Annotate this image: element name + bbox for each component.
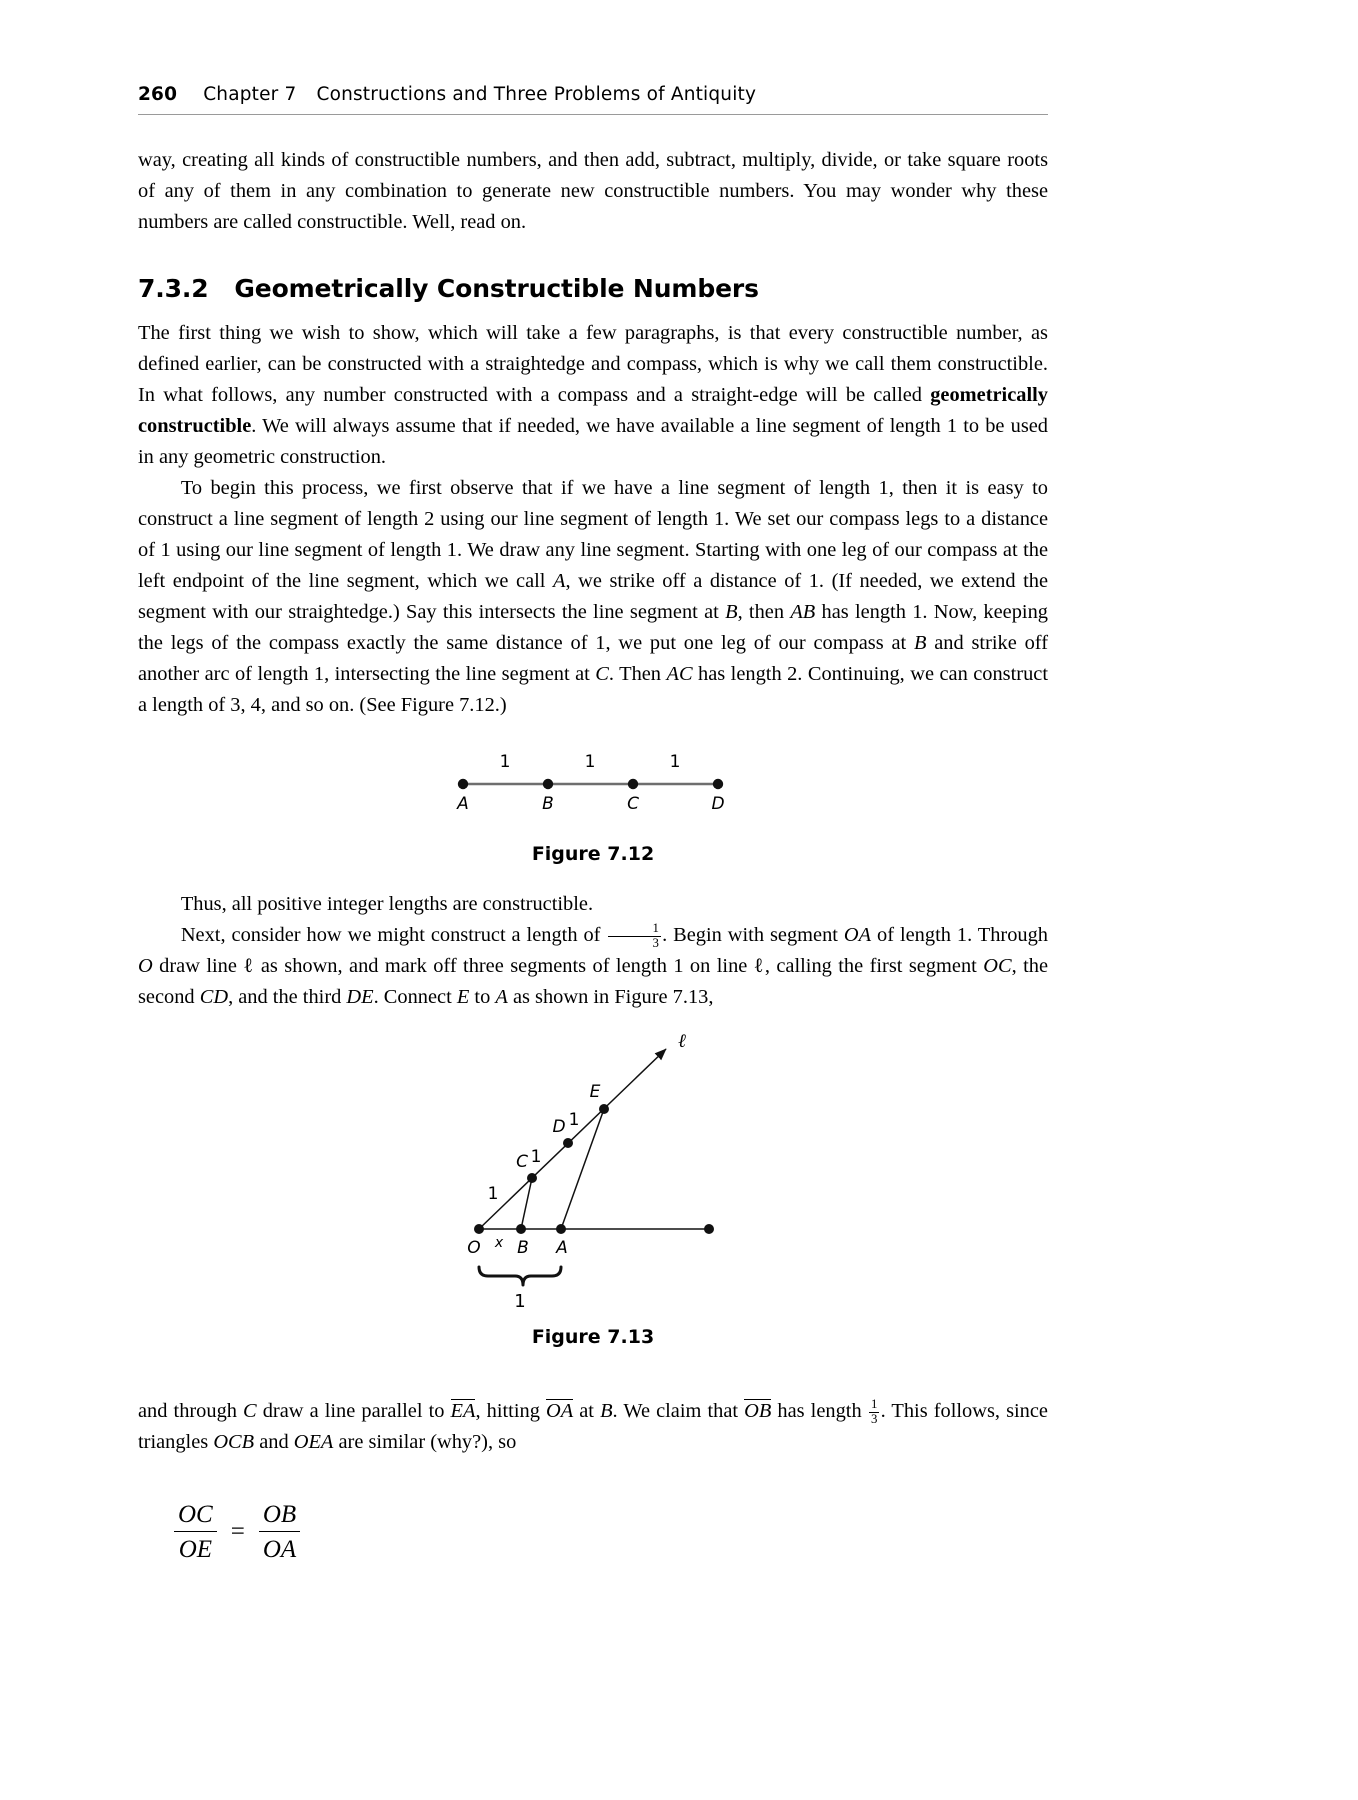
fraction-one-third-2 bbox=[869, 1398, 879, 1426]
p3-text-4: has length 1. Now, keeping the legs of the compass exactly the same distance of 1, we put one leg of our compass at bbox=[138, 601, 1048, 655]
base-ray-endpoint-dot bbox=[704, 1224, 714, 1234]
base-label-x: x bbox=[494, 1235, 504, 1252]
p5-point-o: O bbox=[138, 955, 153, 978]
page-number: 260 bbox=[138, 84, 178, 105]
p5-text-5: , the second bbox=[138, 955, 1049, 1009]
p6-point-c: C bbox=[243, 1400, 257, 1423]
point-b-dot bbox=[543, 779, 553, 789]
figure-7-12-caption: Figure 7.12 bbox=[531, 843, 655, 866]
fraction-denominator: 3 bbox=[608, 936, 661, 951]
point-label-a: A bbox=[457, 794, 469, 815]
p6-point-b: B bbox=[600, 1400, 613, 1423]
equation-rhs bbox=[259, 1500, 300, 1564]
figure-7-13-caption: Figure 7.13 bbox=[531, 1326, 655, 1349]
point-a-dot bbox=[458, 779, 468, 789]
brace-label-1: 1 bbox=[514, 1291, 526, 1313]
display-equation bbox=[174, 1500, 1048, 1564]
p5-segment-cd: CD bbox=[199, 986, 229, 1009]
fraction-numerator: 1 bbox=[652, 921, 659, 936]
p5-text-3: of length 1. Through bbox=[871, 924, 1048, 947]
p5-text-9: as shown in Figure 7.13, bbox=[507, 986, 714, 1009]
p6-text-9: are similar (why?), so bbox=[333, 1431, 517, 1454]
paragraph-construction bbox=[138, 473, 1048, 721]
equation-rhs-numerator: OB bbox=[262, 1501, 297, 1529]
point-c-dot bbox=[527, 1173, 537, 1183]
point-a-dot bbox=[556, 1224, 566, 1234]
fraction-one-third bbox=[608, 922, 661, 950]
p2-text-1: The first thing we wish to show, which will take a few paragraphs, is that every constructible number, as defined earlier, can be constructed with a straightedge and compass, which is why we call them constructible. In what follows, any number constructed with a compass and a straight-edge will be called bbox=[138, 322, 1048, 407]
paragraph-one-third bbox=[138, 920, 1048, 1013]
figure-7-13 bbox=[138, 1029, 1048, 1348]
ray-segment-label-1: 1 bbox=[487, 1184, 499, 1205]
point-label-b: B bbox=[517, 1238, 529, 1259]
p5-text-4: draw line ℓ as shown, and mark off three segments of length 1 on line ℓ, calling the first segment bbox=[152, 955, 984, 978]
chapter-label: Chapter 7 bbox=[203, 84, 297, 105]
point-label-a: A bbox=[556, 1238, 568, 1259]
section-heading bbox=[138, 274, 1048, 303]
p2-text-2: . We will always assume that if needed, we have available a line segment of length 1 to be used in any geometric construction. bbox=[138, 415, 1048, 469]
p6-text-1: and through bbox=[138, 1400, 244, 1423]
point-label-c: C bbox=[516, 1152, 528, 1173]
running-head bbox=[138, 84, 1048, 114]
p6-triangle-oea: OEA bbox=[293, 1431, 334, 1454]
paragraph-intro: way, creating all kinds of constructible numbers, and then add, subtract, multiply, divide, or take square roots of any of them in any combination to generate new constructible numbers. You may wonder why these numbers are called constructible. Well, read on. bbox=[138, 149, 1048, 234]
p6-segment-ob: OB bbox=[744, 1400, 772, 1423]
p5-text-1: Next, consider how we might construct a length of bbox=[180, 924, 607, 947]
p3-text-2: , we strike off a distance of 1. (If needed, we extend the segment with our straightedge.) Say this intersects the line segment at bbox=[138, 570, 1049, 624]
segment-label-3: 1 bbox=[669, 752, 681, 773]
point-label-c: C bbox=[627, 794, 639, 815]
p5-point-e: E bbox=[456, 986, 470, 1009]
point-label-o: O bbox=[467, 1238, 481, 1259]
paragraph-defining bbox=[138, 318, 1048, 473]
p6-text-7: . This follows, since triangles bbox=[138, 1400, 1048, 1454]
figure-7-12-graphic bbox=[138, 739, 1048, 844]
equation-lhs-numerator: OC bbox=[178, 1501, 213, 1529]
p6-segment-oa: OA bbox=[545, 1400, 574, 1423]
p6-text-3: , hitting bbox=[475, 1400, 546, 1423]
p3-segment-ab: AB bbox=[790, 601, 816, 624]
p3-text-5: and strike off another arc of length 1, intersecting the line segment at bbox=[138, 632, 1048, 686]
p3-text-7: has length 2. Continuing, we can construct a length of 3, 4, and so on. (See Figure 7.12.) bbox=[138, 663, 1048, 717]
point-c-dot bbox=[628, 779, 638, 789]
point-e-dot bbox=[599, 1104, 609, 1114]
chapter-title: Constructions and Three Problems of Antiquity bbox=[316, 84, 757, 105]
p6-text-5: . We claim that bbox=[612, 1400, 745, 1423]
p6-triangle-ocb: OCB bbox=[213, 1431, 255, 1454]
point-label-e: E bbox=[589, 1082, 601, 1103]
fraction-numerator-2: 1 bbox=[870, 1397, 878, 1412]
p5-text-7: . Connect bbox=[373, 986, 457, 1009]
paragraph-similar-triangles bbox=[138, 1396, 1048, 1458]
term-geometrically-constructible: geometrically constructible bbox=[138, 384, 1048, 438]
segment-label-1: 1 bbox=[499, 752, 511, 773]
point-o-dot bbox=[474, 1224, 484, 1234]
point-b-dot bbox=[516, 1224, 526, 1234]
p3-point-a: A bbox=[553, 570, 566, 593]
equation-lhs-denominator: OE bbox=[174, 1531, 217, 1564]
p3-point-b2: B bbox=[913, 632, 927, 655]
paragraph-integer-lengths: Thus, all positive integer lengths are constructible. bbox=[180, 893, 594, 916]
header-divider bbox=[138, 114, 1048, 115]
p5-segment-oa: OA bbox=[843, 924, 872, 947]
equation-lhs bbox=[174, 1500, 217, 1564]
equation-rhs-denominator: OA bbox=[259, 1531, 300, 1564]
ray-ell bbox=[479, 1049, 666, 1229]
equation-equals-sign: = bbox=[230, 1518, 245, 1546]
point-label-d: D bbox=[552, 1117, 566, 1138]
point-label-b: B bbox=[542, 794, 554, 815]
p3-text-1: To begin this process, we first observe that if we have a line segment of length 1, then it is easy to construct a line segment of length 2 using our line segment of length 1. We set our compass legs to a distance of 1 using our line segment of length 1. We draw any line segment. Starting with one leg of our compass at the left endpoint of the line segment, which we call bbox=[138, 477, 1048, 593]
p5-text-2: . Begin with segment bbox=[662, 924, 844, 947]
point-d-dot bbox=[713, 779, 723, 789]
page-content bbox=[138, 84, 1048, 1564]
p6-segment-ea: EA bbox=[450, 1400, 476, 1423]
p6-text-2: draw a line parallel to bbox=[256, 1400, 451, 1423]
figure-7-12 bbox=[138, 739, 1048, 865]
p6-text-8: and bbox=[254, 1431, 294, 1454]
segment-ea bbox=[561, 1109, 604, 1229]
brace-under-oa bbox=[479, 1267, 561, 1285]
p5-text-8: to bbox=[469, 986, 496, 1009]
figure-7-13-graphic bbox=[138, 1029, 1048, 1319]
section-title: Geometrically Constructible Numbers bbox=[234, 274, 759, 304]
p3-point-b: B bbox=[725, 601, 738, 624]
segment-cb bbox=[521, 1178, 532, 1229]
p5-point-a: A bbox=[495, 986, 508, 1009]
ray-segment-label-3: 1 bbox=[568, 1110, 580, 1131]
p5-text-6: , and the third bbox=[228, 986, 347, 1009]
fraction-denominator-2: 3 bbox=[870, 1411, 878, 1426]
point-d-dot bbox=[563, 1138, 573, 1148]
segment-label-2: 1 bbox=[584, 752, 596, 773]
p5-segment-de: DE bbox=[346, 986, 374, 1009]
ray-label-ell: ℓ bbox=[678, 1030, 686, 1053]
point-label-d: D bbox=[711, 794, 725, 815]
p5-segment-oc: OC bbox=[983, 955, 1012, 978]
p3-point-c: C bbox=[595, 663, 609, 686]
p6-text-4: at bbox=[573, 1400, 601, 1423]
p3-text-6: . Then bbox=[608, 663, 667, 686]
p3-segment-ac: AC bbox=[666, 663, 693, 686]
p3-text-3: , then bbox=[737, 601, 791, 624]
section-number: 7.3.2 bbox=[138, 274, 209, 304]
p6-text-6: has length bbox=[771, 1400, 868, 1423]
ray-segment-label-2: 1 bbox=[530, 1147, 542, 1168]
